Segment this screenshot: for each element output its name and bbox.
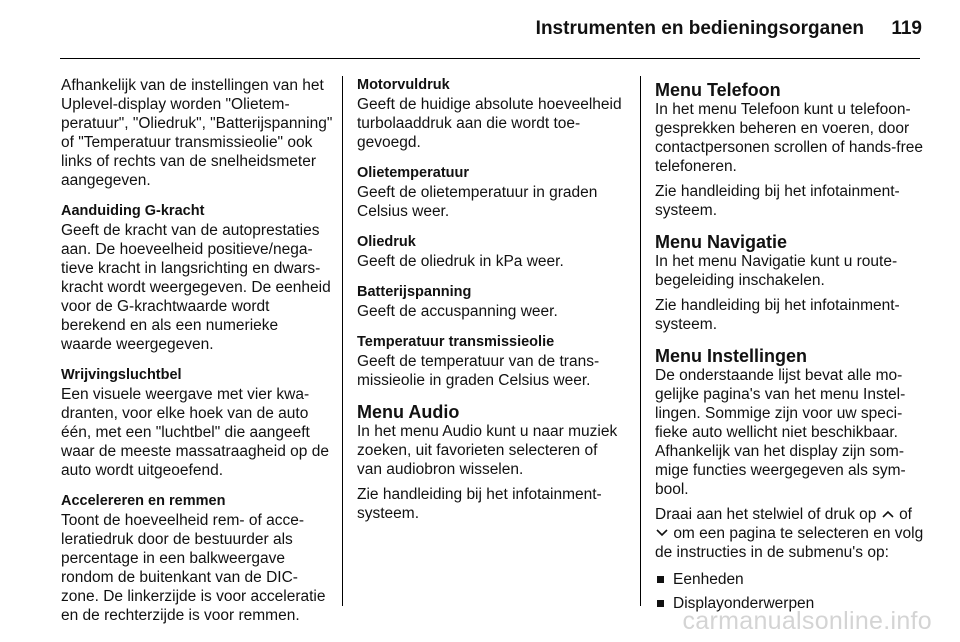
list-item: Displayonderwerpen xyxy=(655,594,927,613)
section-menu-settings xyxy=(655,346,927,499)
page-header xyxy=(0,0,960,62)
section-oil-pressure xyxy=(357,233,625,271)
section-text: Geeft de kracht van de autoprestaties aan. De hoeveelheid positieve/negatieve kracht in langsrichting en dwarskracht wordt weergegeven. De eenheid voor de G-krachtwaarde wordt berekend en als een numerieke waarde weergegeven. xyxy=(61,222,331,353)
section-heading: Menu Telefoon xyxy=(655,80,781,100)
section-text: Geeft de accuspanning weer. xyxy=(357,303,558,320)
section-heading: Olietemperatuur xyxy=(357,165,469,181)
section-gforce xyxy=(61,202,333,354)
section-heading: Menu Navigatie xyxy=(655,232,788,252)
section-text: In het menu Telefoon kunt u telefoongesprekken beheren en voeren, door contactpersonen scrollen of hands-free telefoneren. xyxy=(655,101,923,175)
column-middle xyxy=(357,76,625,535)
section-heading: Menu Audio xyxy=(357,402,460,422)
column-right xyxy=(655,76,927,618)
list-item: Eenheden xyxy=(655,570,927,589)
settings-instruction: Draai aan het stelwiel of druk op of om een pagina te selecteren en volg de instructies in de submenu's op: xyxy=(655,506,924,561)
section-heading: Oliedruk xyxy=(357,234,416,250)
section-text: Geeft de temperatuur van de transmissieolie in graden Celsius weer. xyxy=(357,353,600,389)
bullet-square-icon xyxy=(657,576,664,583)
page-title: Instrumenten en bedieningsorganen xyxy=(535,18,864,39)
section-text: Geeft de olietemperatuur in graden Celsius weer. xyxy=(357,184,598,220)
section-text: Geeft de oliedruk in kPa weer. xyxy=(357,253,564,270)
section-heading: Aanduiding G-kracht xyxy=(61,203,205,219)
page-number: 119 xyxy=(891,18,922,39)
section-text: Een visuele weergave met vier kwadranten, voor elke hoek van de auto één, met een "luchtbel" die aangeeft waar de meeste massatraagheid op de auto wordt uitgeoefend. xyxy=(61,386,329,479)
section-menu-audio xyxy=(357,402,625,479)
intro-paragraph: Afhankelijk van de instellingen van het Uplevel-display worden "Olietemperatuur", "Oliedruk", "Batterijspanning" of "Temperatuur transmissieolie" ook links of rechts van de snelheidsmeter aangegeven. xyxy=(61,77,333,189)
section-boost-pressure xyxy=(357,76,625,152)
section-heading: Menu Instellingen xyxy=(655,346,808,366)
section-accel-brake xyxy=(61,492,333,625)
chevron-up-icon xyxy=(881,508,895,520)
section-friction-bubble xyxy=(61,366,333,480)
section-menu-phone xyxy=(655,80,927,176)
section-text: De onderstaande lijst bevat alle mogelijke pagina's van het menu Instellingen. Sommige zijn voor uw specifieke auto wellicht niet beschikbaar. Afhankelijk van het display zijn sommige functies weergegeven als symbool. xyxy=(655,367,906,498)
chevron-down-icon xyxy=(655,527,669,539)
section-text: In het menu Audio kunt u naar muziek zoeken, uit favorieten selecteren of van audiobron wisselen. xyxy=(357,423,618,478)
column-left xyxy=(61,76,333,637)
audio-reference: Zie handleiding bij het infotainmentsysteem. xyxy=(357,486,602,522)
section-transmission-temp xyxy=(357,333,625,390)
bullet-square-icon xyxy=(657,600,664,607)
section-oil-temperature xyxy=(357,164,625,221)
phone-reference: Zie handleiding bij het infotainmentsysteem. xyxy=(655,183,900,219)
watermark: carmanualsonline.info xyxy=(682,607,932,635)
section-heading: Temperatuur transmissieolie xyxy=(357,334,555,350)
header-rule xyxy=(60,58,920,59)
section-heading: Batterijspanning xyxy=(357,284,472,300)
section-text: Toont de hoeveelheid rem- of acceleratiedruk door de bestuurder als percentage in een balkweergave rondom de buitenkant van de DIC-zone. De linkerzijde is voor acceleratie en de rechterzijde is voor remmen. xyxy=(61,512,326,624)
section-heading: Accelereren en remmen xyxy=(61,493,226,509)
section-menu-navigation xyxy=(655,232,927,290)
section-text: In het menu Navigatie kunt u routebegeleiding inschakelen. xyxy=(655,253,898,289)
navigation-reference: Zie handleiding bij het infotainmentsysteem. xyxy=(655,297,900,333)
section-text: Geeft de huidige absolute hoeveelheid turbolaaddruk aan die wordt toegevoegd. xyxy=(357,96,622,151)
section-battery-voltage xyxy=(357,283,625,321)
column-divider-2 xyxy=(640,76,641,606)
section-heading: Wrijvingsluchtbel xyxy=(61,367,182,383)
column-divider-1 xyxy=(342,76,343,606)
section-heading: Motorvuldruk xyxy=(357,77,450,93)
